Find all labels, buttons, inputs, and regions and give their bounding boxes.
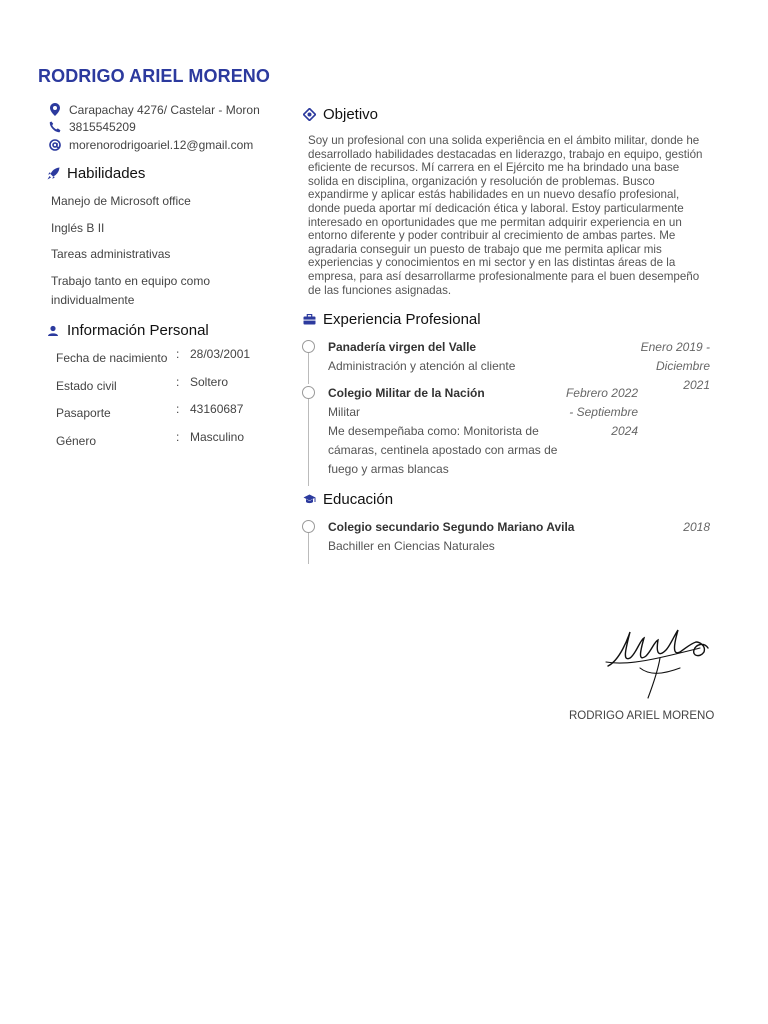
personal-info-colon: : (176, 374, 180, 389)
signature-name: RODRIGO ARIEL MORENO (569, 710, 715, 722)
personal-info-heading (46, 322, 209, 339)
timeline-dot (302, 520, 315, 533)
email-text[interactable]: morenorodrigoariel.12@gmail.com (69, 137, 254, 152)
phone-text: 3815545209 (69, 120, 136, 134)
personal-info-colon: : (176, 429, 180, 444)
personal-info-row (56, 347, 286, 375)
objective-heading (302, 106, 378, 123)
objective-title: Objetivo (323, 106, 379, 123)
experience-heading (302, 311, 481, 328)
email-icon (48, 138, 62, 152)
skills-list (51, 192, 251, 317)
personal-info-label: Género (56, 433, 97, 448)
experience-title: Experiencia Profesional (323, 311, 481, 328)
user-icon (46, 324, 60, 338)
skill-item: Tareas administrativas (51, 247, 171, 261)
skills-title: Habilidades (67, 165, 146, 182)
experience-date: Febrero 2022 - Septiembre 2024 (565, 386, 638, 438)
personal-info-label: Fecha de nacimiento (56, 351, 168, 365)
briefcase-icon (302, 313, 316, 327)
contact-info (48, 101, 288, 154)
experience-company: Colegio Militar de la Nación (328, 386, 485, 400)
skill-item: Trabajo tanto en equipo como individualmente (51, 273, 210, 307)
timeline-line (308, 533, 309, 564)
personal-info-label: Pasaporte (56, 406, 111, 420)
contact-phone (48, 119, 288, 136)
personal-info-colon: : (176, 402, 180, 416)
rocket-icon (46, 167, 60, 181)
experience-description: Me desempeñaba como: Monitorista de cámaras, centinela apostado con armas de fuego y armas blancas (328, 424, 558, 476)
personal-info-title: Información Personal (67, 322, 209, 339)
education-heading (302, 491, 393, 508)
education-school: Colegio secundario Segundo Mariano Avila (328, 520, 575, 534)
location-icon (48, 103, 62, 117)
experience-company: Panadería virgen del Valle (328, 340, 477, 354)
address-text: Carapachay 4276/ Castelar - Moron (69, 102, 260, 117)
experience-item (302, 384, 712, 484)
personal-info-colon: : (176, 347, 180, 361)
skills-heading (46, 165, 145, 182)
education-item (302, 518, 712, 564)
skill-item: Manejo de Microsoft office (51, 194, 191, 208)
education-degree: Bachiller en Ciencias Naturales (328, 539, 495, 553)
target-icon (302, 108, 316, 122)
timeline-line (308, 353, 309, 384)
timeline-line (308, 399, 309, 486)
phone-icon (48, 120, 62, 134)
experience-role: Militar (328, 405, 360, 419)
experience-role: Administración y atención al cliente (328, 359, 516, 373)
experience-timeline (302, 338, 712, 484)
experience-item (302, 338, 712, 392)
graduation-cap-icon (302, 493, 316, 507)
personal-info-row (56, 402, 286, 430)
personal-info-row (56, 375, 286, 403)
education-title: Educación (323, 491, 394, 508)
personal-info-row (56, 430, 286, 458)
timeline-dot (302, 386, 315, 399)
personal-info-table (56, 347, 286, 457)
personal-info-value: Soltero (190, 374, 229, 389)
objective-text: Soy un profesional con una solida experiência en el ámbito militar, donde he desarrollado habilidades destacadas en liderazgo, trabajo en equipo, gestión eficiente de recursos. Mí carrera en el Ejército me ha brindado una base solida en disciplina, organización y resolución de problemas. Busco expandirme y aplicar estás habilidades en un nuevo desafío profesional, donde pueda aportar mí dedicación ética y laboral. Estoy particularmente interesado en oportunidades que me permitan adquirir experiencia en un entorno diferente y poder contribuir al crecimiento de ambas partes. Me agradaria conseguir un puesto de trabajo que me permita aplicar mis experiencias y conocimientos en mi sector y en las distintas áreas de la empresa, para así desarrollarme profesionalmente para el buen desempeño de las funciones asignadas. (308, 134, 703, 297)
signature-image (600, 618, 720, 700)
timeline-dot (302, 340, 315, 353)
skill-item: Inglés B II (51, 220, 105, 235)
personal-info-label: Estado civil (56, 378, 117, 393)
education-timeline (302, 518, 712, 564)
personal-info-value: Masculino (190, 429, 245, 444)
contact-email (48, 136, 288, 153)
contact-address (48, 101, 288, 118)
experience-date: Enero 2019 - Diciembre 2021 (640, 340, 710, 392)
personal-info-value: 43160687 (190, 402, 244, 416)
candidate-name: RODRIGO ARIEL MORENO (38, 66, 271, 86)
education-date: 2018 (683, 520, 710, 534)
personal-info-value: 28/03/2001 (190, 347, 251, 361)
